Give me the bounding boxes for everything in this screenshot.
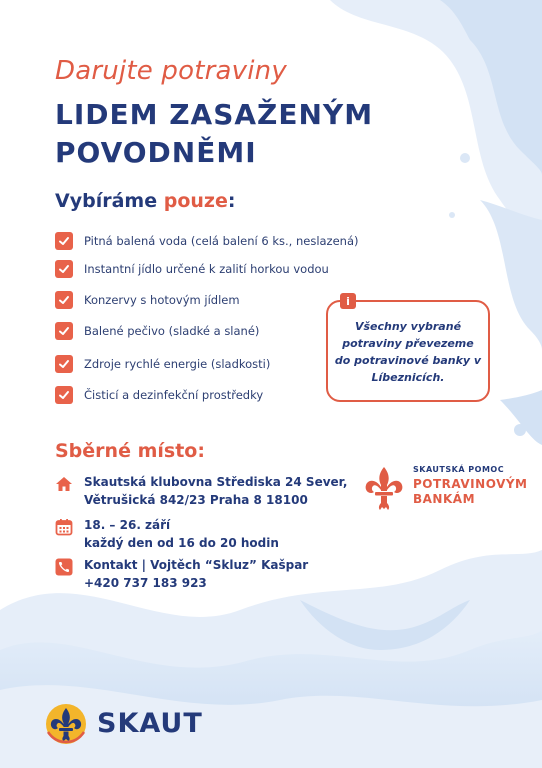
badge-title-line-2: BANKÁM	[413, 492, 476, 506]
list-item	[55, 354, 270, 374]
list-item-label: Instantní jídlo určené k zalití horkou vodou	[84, 262, 329, 276]
check-icon	[55, 386, 73, 404]
collect-heading-highlight: pouze	[163, 190, 228, 212]
list-item	[55, 385, 263, 405]
info-icon: i	[340, 293, 356, 309]
address-line-2: Větrušická 842/23 Praha 8 18100	[84, 493, 308, 507]
contact-line-1: Kontakt | Vojtěch “Skluz” Kašpar	[84, 558, 309, 572]
check-icon	[55, 260, 73, 278]
title-line-2: POVODNĚMI	[55, 136, 257, 169]
collect-heading-colon: :	[227, 190, 236, 212]
list-item-label: Pitná balená voda (celá balení 6 ks., neslazená)	[84, 234, 359, 248]
contact-line-2: +420 737 183 923	[84, 576, 207, 590]
badge-title	[413, 477, 528, 507]
list-item	[55, 290, 240, 310]
badge-title-line-1: POTRAVINOVÝM	[413, 477, 528, 491]
skaut-logo-icon	[44, 702, 88, 746]
list-item-label: Konzervy s hotovým jídlem	[84, 293, 240, 307]
collect-heading-main: Vybíráme	[55, 190, 158, 212]
location-heading: Sběrné místo:	[55, 440, 205, 462]
list-item-label: Čisticí a dezinfekční prostředky	[84, 388, 264, 402]
check-icon	[55, 232, 73, 250]
phone-icon	[55, 558, 73, 576]
page-title	[55, 96, 373, 172]
list-item-label: Zdroje rychlé energie (sladkosti)	[84, 357, 271, 371]
collect-heading	[55, 190, 235, 212]
address-line-1: Skautská klubovna Střediska 24 Sever,	[84, 475, 348, 489]
date-line-1: 18. – 26. září	[84, 518, 171, 532]
info-box	[326, 294, 490, 402]
title-line-1: LIDEM ZASAŽENÝM	[55, 98, 374, 131]
info-text: Všechny vybrané potraviny převezeme do potravinové banky v Líbeznicích.	[334, 320, 482, 384]
list-item	[55, 231, 359, 251]
check-icon	[55, 322, 73, 340]
list-item	[55, 321, 259, 341]
calendar-icon	[55, 518, 73, 536]
check-icon	[55, 291, 73, 309]
subtitle: Darujte potraviny	[55, 56, 287, 86]
skaut-logo-text: SKAUT	[97, 708, 203, 739]
list-item	[55, 259, 329, 279]
home-icon	[55, 475, 73, 493]
list-item-label: Balené pečivo (sladké a slané)	[84, 324, 260, 338]
date-line-2: každý den od 16 do 20 hodin	[84, 536, 279, 550]
check-icon	[55, 355, 73, 373]
badge-small-text: SKAUTSKÁ POMOC	[413, 465, 505, 474]
fleur-de-lis-icon	[364, 465, 404, 511]
